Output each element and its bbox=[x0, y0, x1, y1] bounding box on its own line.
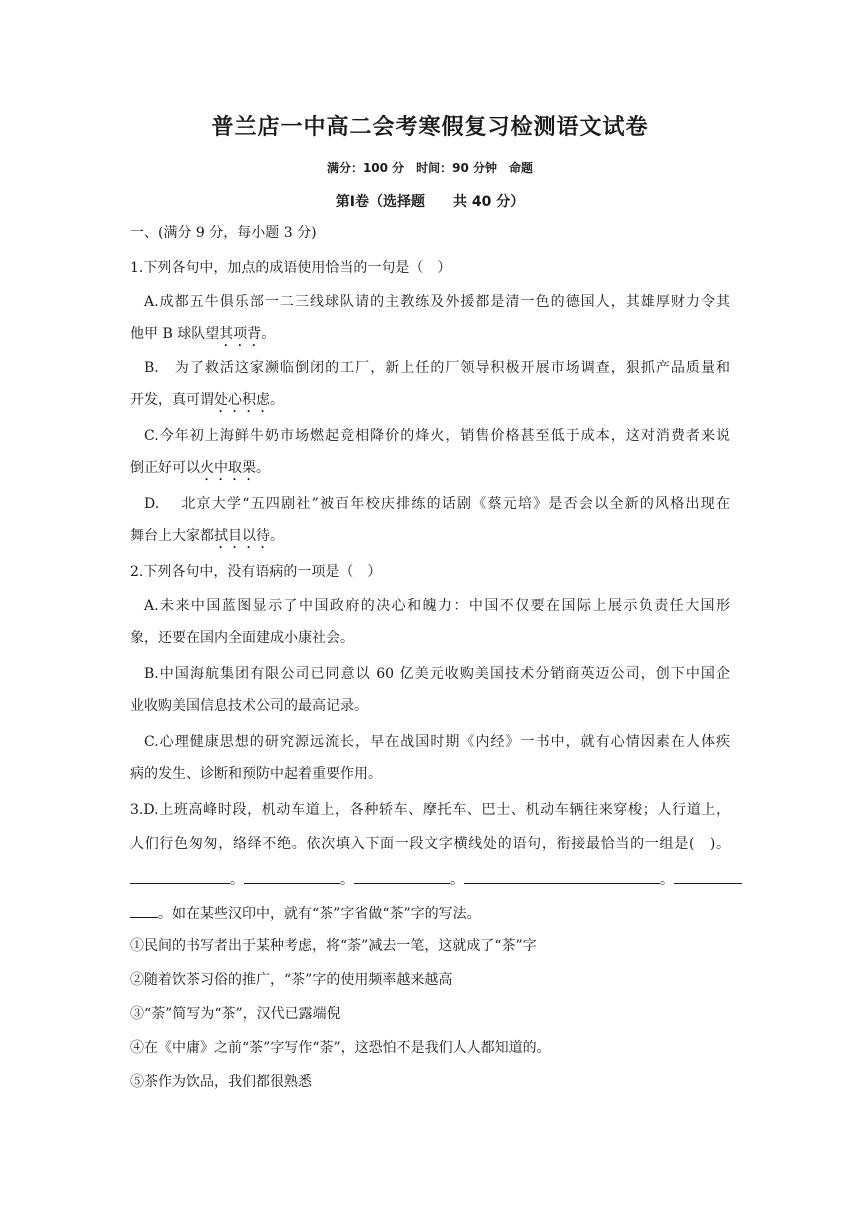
q1-option-c-line2 bbox=[130, 458, 730, 484]
q1-option-c-line1: C.今年初上海鲜牛奶市场燃起竞相降价的烽火，销售价格甚至低于成本，这对消费者来说 bbox=[144, 428, 730, 444]
q2-stem: 2.下列各句中，没有语病的一项是（ ） bbox=[130, 564, 382, 580]
section-title: 第Ⅰ卷（选择题 共 40 分） bbox=[335, 194, 525, 210]
fill-blank-6[interactable] bbox=[674, 868, 742, 884]
q1-stem: 1.下列各句中，加点的成语使用恰当的一句是（ ） bbox=[130, 260, 452, 276]
q1-a-emphasized-idiom: 其项背 bbox=[219, 326, 262, 342]
q1-option-b-line2 bbox=[130, 390, 730, 416]
q1-option-a-line1: A.成都五牛俱乐部一二三线球队请的主教练及外援都是清一色的德国人，其雄厚财力令其 bbox=[144, 294, 730, 310]
q1-option-a-line2 bbox=[130, 324, 730, 350]
q1-a-prefix: 他甲 B 球队望 bbox=[130, 326, 220, 342]
q1-c-prefix: 倒正好可以 bbox=[130, 460, 200, 476]
exam-page bbox=[130, 0, 730, 1216]
q3-line1: 3.D.上班高峰时段，机动车道上，各种轿车、摩托车、巴士、机动车辆往来穿梭；人行道上， bbox=[130, 802, 730, 818]
q1-option-d-line1: D. 北京大学“五四剧社”被百年校庆排练的话剧《蔡元培》是否会以全新的风格出现在 bbox=[144, 496, 730, 512]
q1-b-suffix: 。 bbox=[270, 392, 284, 408]
q3-continuation bbox=[130, 902, 730, 924]
q2-option-b-line1: B.中国海航集团有限公司已同意以 60 亿美元收购美国技术分销商英迈公司，创下中国企 bbox=[144, 666, 730, 682]
q3-item-3: ③“荼”简写为“茶”，汉代已露端倪 bbox=[130, 1006, 341, 1022]
fill-blank-3[interactable] bbox=[354, 868, 450, 884]
q2-option-c-line1: C.心理健康思想的研究源远流长，早在战国时期《内经》一书中，就有心情因素在人体疾 bbox=[144, 734, 730, 750]
fill-blank-6-continued[interactable] bbox=[130, 902, 158, 918]
q2-option-a-line2: 象，还要在国内全面建成小康社会。 bbox=[130, 630, 354, 646]
q1-c-suffix: 。 bbox=[256, 460, 270, 476]
fill-blank-2[interactable] bbox=[244, 868, 340, 884]
q1-d-emphasized-idiom: 拭目以待 bbox=[214, 528, 270, 544]
exam-title: 普兰店一中高二会考寒假复习检测语文试卷 bbox=[211, 115, 649, 140]
q3-line2: 人们行色匆匆，络绎不绝。依次填入下面一段文字横线处的语句，衔接最恰当的一组是( )。 bbox=[130, 836, 730, 852]
q1-c-emphasized-idiom: 火中取栗 bbox=[200, 460, 256, 476]
q3-item-2: ②随着饮茶习俗的推广，“茶”字的使用频率越来越高 bbox=[130, 972, 453, 988]
q1-d-prefix: 舞台上大家都 bbox=[130, 528, 214, 544]
q3-blanks-row bbox=[130, 868, 730, 890]
part-one-heading: 一、(满分 9 分，每小题 3 分) bbox=[130, 225, 317, 241]
q2-option-a-line1: A.未来中国蓝图显示了中国政府的决心和魄力：中国不仅要在国际上展示负责任大国形 bbox=[144, 598, 730, 614]
q3-item-5: ⑤茶作为饮品，我们都很熟悉 bbox=[130, 1074, 312, 1090]
blank-separator: 。 bbox=[660, 872, 674, 888]
q1-option-d-line2 bbox=[130, 526, 730, 552]
q1-option-b-line1: B. 为了救活这家濒临倒闭的工厂，新上任的厂领导积极开展市场调查，狠抓产品质量和 bbox=[144, 360, 730, 376]
fill-blank-4[interactable] bbox=[464, 868, 560, 884]
q3-item-1: ①民间的书写者出于某种考虑，将“荼”减去一笔，这就成了“茶”字 bbox=[130, 938, 537, 954]
q1-a-suffix: 。 bbox=[261, 326, 276, 342]
q3-after-blanks: 。如在某些汉印中，就有“茶”字省做“茶”字的写法。 bbox=[158, 906, 481, 922]
blank-separator: 。 bbox=[340, 872, 354, 888]
q1-b-prefix: 开发，真可谓 bbox=[130, 392, 214, 408]
exam-subtitle: 满分：100 分 时间：90 分钟 命题 bbox=[326, 161, 534, 175]
blank-separator: 。 bbox=[450, 872, 464, 888]
q2-option-c-line2: 病的发生、诊断和预防中起着重要作用。 bbox=[130, 766, 382, 782]
q3-item-4: ④在《中庸》之前“茶”字写作“荼”，这恐怕不是我们人人都知道的。 bbox=[130, 1040, 551, 1056]
fill-blank-5[interactable] bbox=[560, 868, 660, 884]
fill-blank-1[interactable] bbox=[130, 868, 230, 884]
q1-b-emphasized-idiom: 处心积虑 bbox=[214, 392, 270, 408]
q1-d-suffix: 。 bbox=[270, 528, 284, 544]
blank-separator: 。 bbox=[230, 872, 244, 888]
q2-option-b-line2: 业收购美国信息技术公司的最高记录。 bbox=[130, 698, 368, 714]
